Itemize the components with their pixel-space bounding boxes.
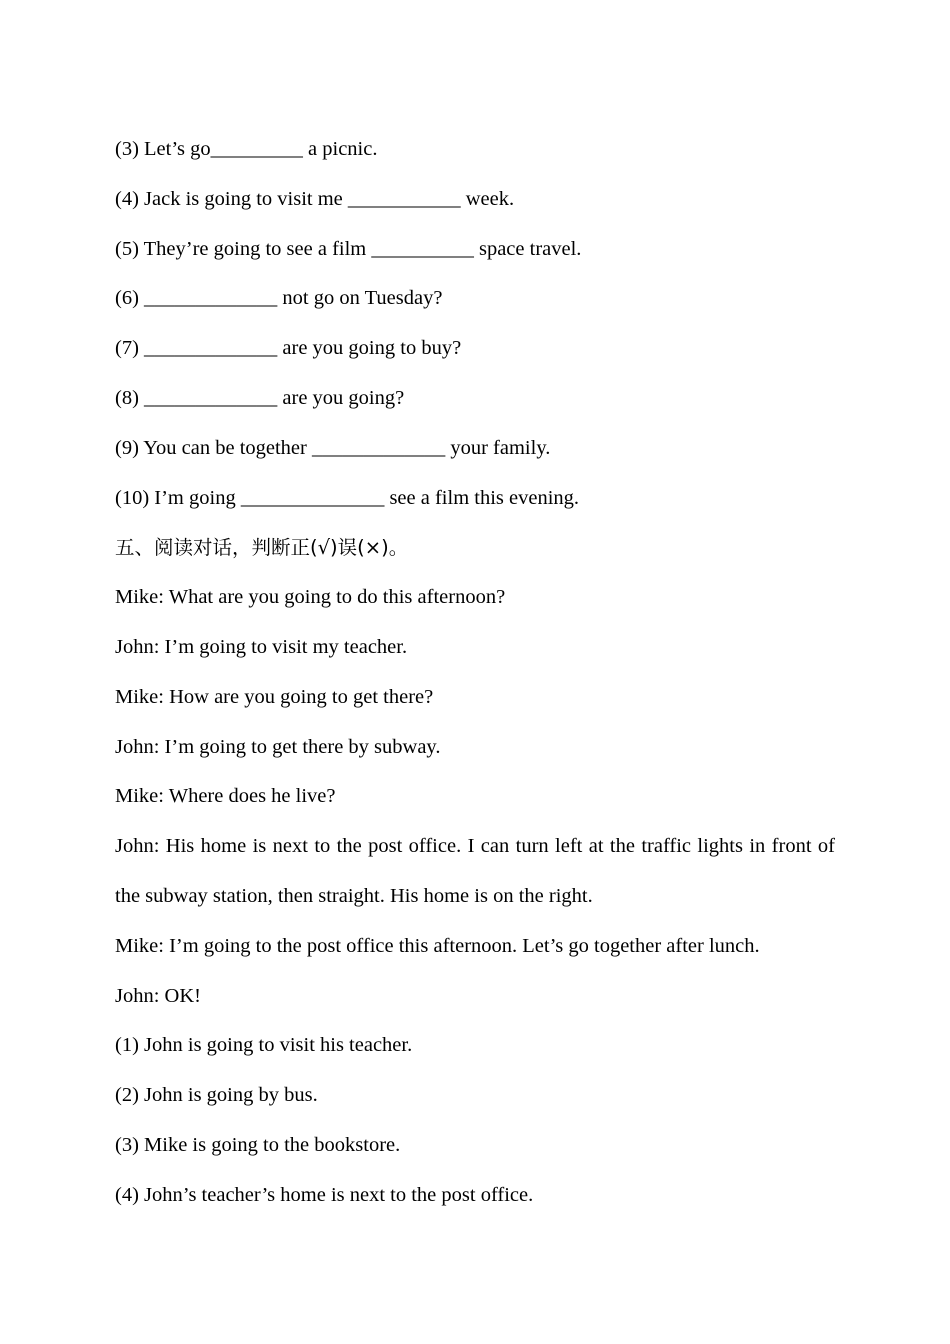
section-heading: 五、阅读对话，判断正(√)误(×)。 — [115, 536, 409, 560]
exercise-item-6: (6) _____________ not go on Tuesday? — [115, 287, 443, 310]
document-page — [115, 125, 835, 1221]
exercise-item-7: (7) _____________ are you going to buy? — [115, 337, 462, 360]
dialogue-line-8: John: OK! — [115, 984, 201, 1007]
exercise-item-9: (9) You can be together _____________ your family. — [115, 436, 551, 459]
exercise-item-4: (4) Jack is going to visit me ___________ week. — [115, 187, 515, 210]
dialogue-line-4: John: I’m going to get there by subway. — [115, 735, 441, 758]
statement-4: (4) John’s teacher’s home is next to the post office. — [115, 1183, 534, 1206]
dialogue-line-7: Mike: I’m going to the post office this afternoon. Let’s go together after lunch. — [115, 934, 760, 957]
exercise-item-10: (10) I’m going ______________ see a film this evening. — [115, 486, 580, 509]
statement-1: (1) John is going to visit his teacher. — [115, 1034, 413, 1057]
exercise-item-8: (8) _____________ are you going? — [115, 386, 405, 409]
dialogue-line-6: John: His home is next to the post office. I can turn left at the traffic lights in front of the subway station, then straight. His home is on the right. — [115, 835, 835, 907]
exercise-item-3: (3) Let’s go_________ a picnic. — [115, 138, 378, 160]
statement-2: (2) John is going by bus. — [115, 1084, 318, 1107]
exercise-item-5: (5) They’re going to see a film __________ space travel. — [115, 237, 582, 260]
dialogue-line-5: Mike: Where does he live? — [115, 785, 336, 808]
statement-3: (3) Mike is going to the bookstore. — [115, 1133, 401, 1156]
dialogue-line-1: Mike: What are you going to do this afternoon? — [115, 586, 506, 609]
dialogue-line-3: Mike: How are you going to get there? — [115, 685, 434, 708]
dialogue-line-2: John: I’m going to visit my teacher. — [115, 635, 408, 658]
